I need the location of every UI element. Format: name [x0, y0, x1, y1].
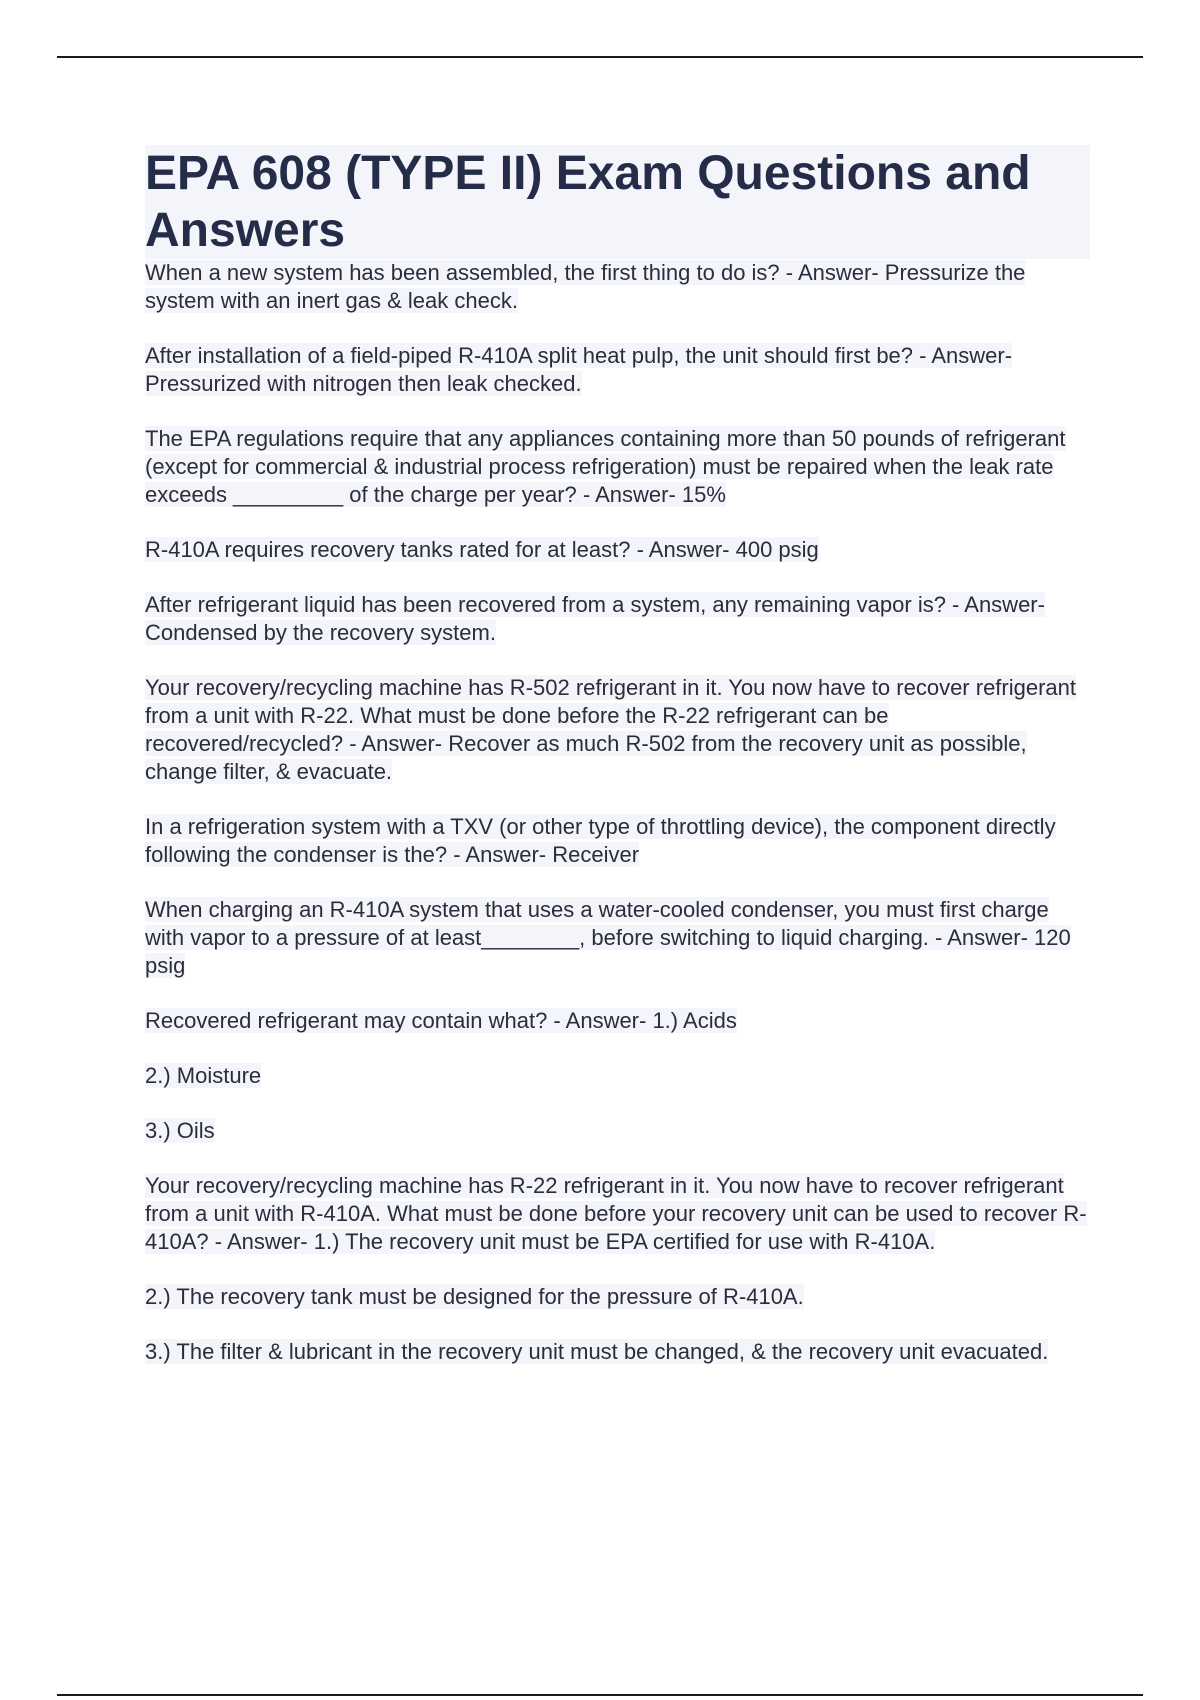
- qa-item: [145, 1007, 1090, 1035]
- qa-text: The EPA regulations require that any appliances containing more than 50 pounds of refrigerant (except for commercial & industrial process refrigeration) must be repaired when the leak rate exceeds _________ of the charge per year? - Answer- 15%: [145, 426, 1066, 507]
- qa-text: Recovered refrigerant may contain what? - Answer- 1.) Acids: [145, 1008, 737, 1033]
- qa-item: [145, 342, 1090, 398]
- qa-text: In a refrigeration system with a TXV (or other type of throttling device), the component directly following the condenser is the? - Answer- Receiver: [145, 814, 1056, 867]
- qa-text: After refrigerant liquid has been recovered from a system, any remaining vapor is? - Answer- Condensed by the recovery system.: [145, 592, 1045, 645]
- document-title: EPA 608 (TYPE II) Exam Questions and Answers: [145, 145, 1090, 259]
- qa-text: Your recovery/recycling machine has R-22 refrigerant in it. You now have to recover refrigerant from a unit with R-410A. What must be done before your recovery unit can be used to recover R-410A? - Answer- 1.) The recovery unit must be EPA certified for use with R-410A.: [145, 1173, 1087, 1254]
- qa-item: [145, 591, 1090, 647]
- qa-text: When charging an R-410A system that uses a water-cooled condenser, you must first charge with vapor to a pressure of at least________, before switching to liquid charging. - Answer- 120 psig: [145, 897, 1071, 978]
- qa-item: [145, 536, 1090, 564]
- document-body: [145, 145, 1090, 1393]
- qa-text: 3.) Oils: [145, 1118, 215, 1143]
- qa-item: [145, 425, 1090, 509]
- qa-text: R-410A requires recovery tanks rated for at least? - Answer- 400 psig: [145, 537, 819, 562]
- qa-text: After installation of a field-piped R-410A split heat pulp, the unit should first be? - Answer- Pressurized with nitrogen then leak checked.: [145, 343, 1013, 396]
- bottom-rule: [57, 1694, 1143, 1696]
- qa-item: [145, 259, 1090, 315]
- qa-text: 2.) The recovery tank must be designed for the pressure of R-410A.: [145, 1284, 804, 1309]
- qa-text: 2.) Moisture: [145, 1063, 262, 1088]
- top-rule: [57, 56, 1143, 58]
- qa-item: [145, 674, 1090, 786]
- qa-item: [145, 1172, 1090, 1256]
- qa-item: [145, 1338, 1090, 1366]
- qa-item: [145, 813, 1090, 869]
- qa-text: 3.) The filter & lubricant in the recovery unit must be changed, & the recovery unit evacuated.: [145, 1339, 1049, 1364]
- qa-text: Your recovery/recycling machine has R-502 refrigerant in it. You now have to recover refrigerant from a unit with R-22. What must be done before the R-22 refrigerant can be recovered/recycled? - Answer- Recover as much R-502 from the recovery unit as possible, change filter, & evacuate.: [145, 675, 1077, 784]
- qa-item: [145, 1117, 1090, 1145]
- qa-text: When a new system has been assembled, the first thing to do is? - Answer- Pressurize the system with an inert gas & leak check.: [145, 260, 1026, 313]
- qa-item: [145, 1283, 1090, 1311]
- qa-item: [145, 1062, 1090, 1090]
- qa-item: [145, 896, 1090, 980]
